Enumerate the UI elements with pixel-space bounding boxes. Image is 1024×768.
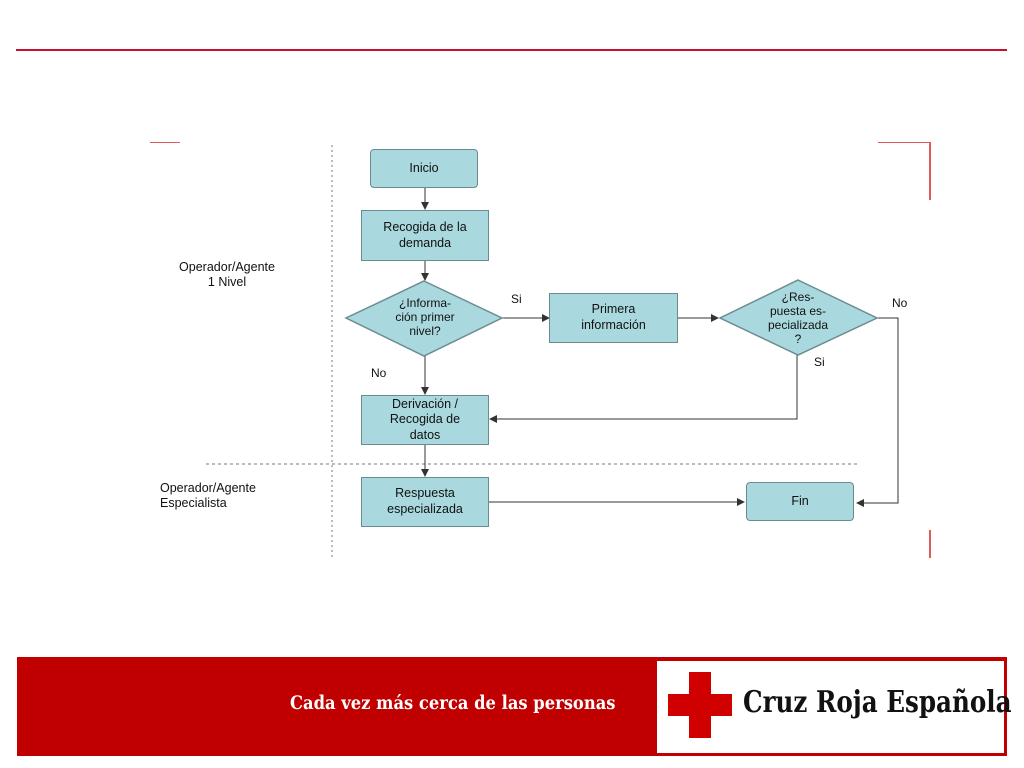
lane-label-especialista: Operador/Agente Especialista bbox=[160, 481, 256, 510]
node-inicio: Inicio bbox=[370, 149, 478, 188]
node-respuesta-especializada: Respuesta especializada bbox=[361, 477, 489, 527]
node-derivacion: Derivación / Recogida de datos bbox=[361, 395, 489, 445]
red-cross-icon bbox=[668, 672, 732, 738]
top-divider bbox=[16, 49, 1007, 51]
edge-label-si-info: Si bbox=[511, 292, 522, 306]
edge-respdecision-derivacion bbox=[490, 355, 797, 419]
edge-label-no-info: No bbox=[371, 366, 387, 380]
decision-info-label: ¿Informa- ción primer nivel? bbox=[395, 296, 455, 338]
node-primera-informacion: Primera información bbox=[549, 293, 678, 343]
footer-slogan: Cada vez más cerca de las personas bbox=[290, 692, 616, 714]
logo-wordmark: Cruz Roja Española bbox=[743, 685, 1012, 720]
lane-label-primer-nivel: Operador/Agente 1 Nivel bbox=[179, 260, 275, 289]
edge-label-no-resp: No bbox=[892, 296, 908, 310]
edge-label-si-resp: Si bbox=[814, 355, 825, 369]
edge-respdecision-fin bbox=[857, 318, 898, 503]
decision-resp-label: ¿Res- puesta es- pecializada ? bbox=[767, 290, 829, 346]
node-fin: Fin bbox=[746, 482, 854, 521]
node-recogida-demanda: Recogida de la demanda bbox=[361, 210, 489, 261]
